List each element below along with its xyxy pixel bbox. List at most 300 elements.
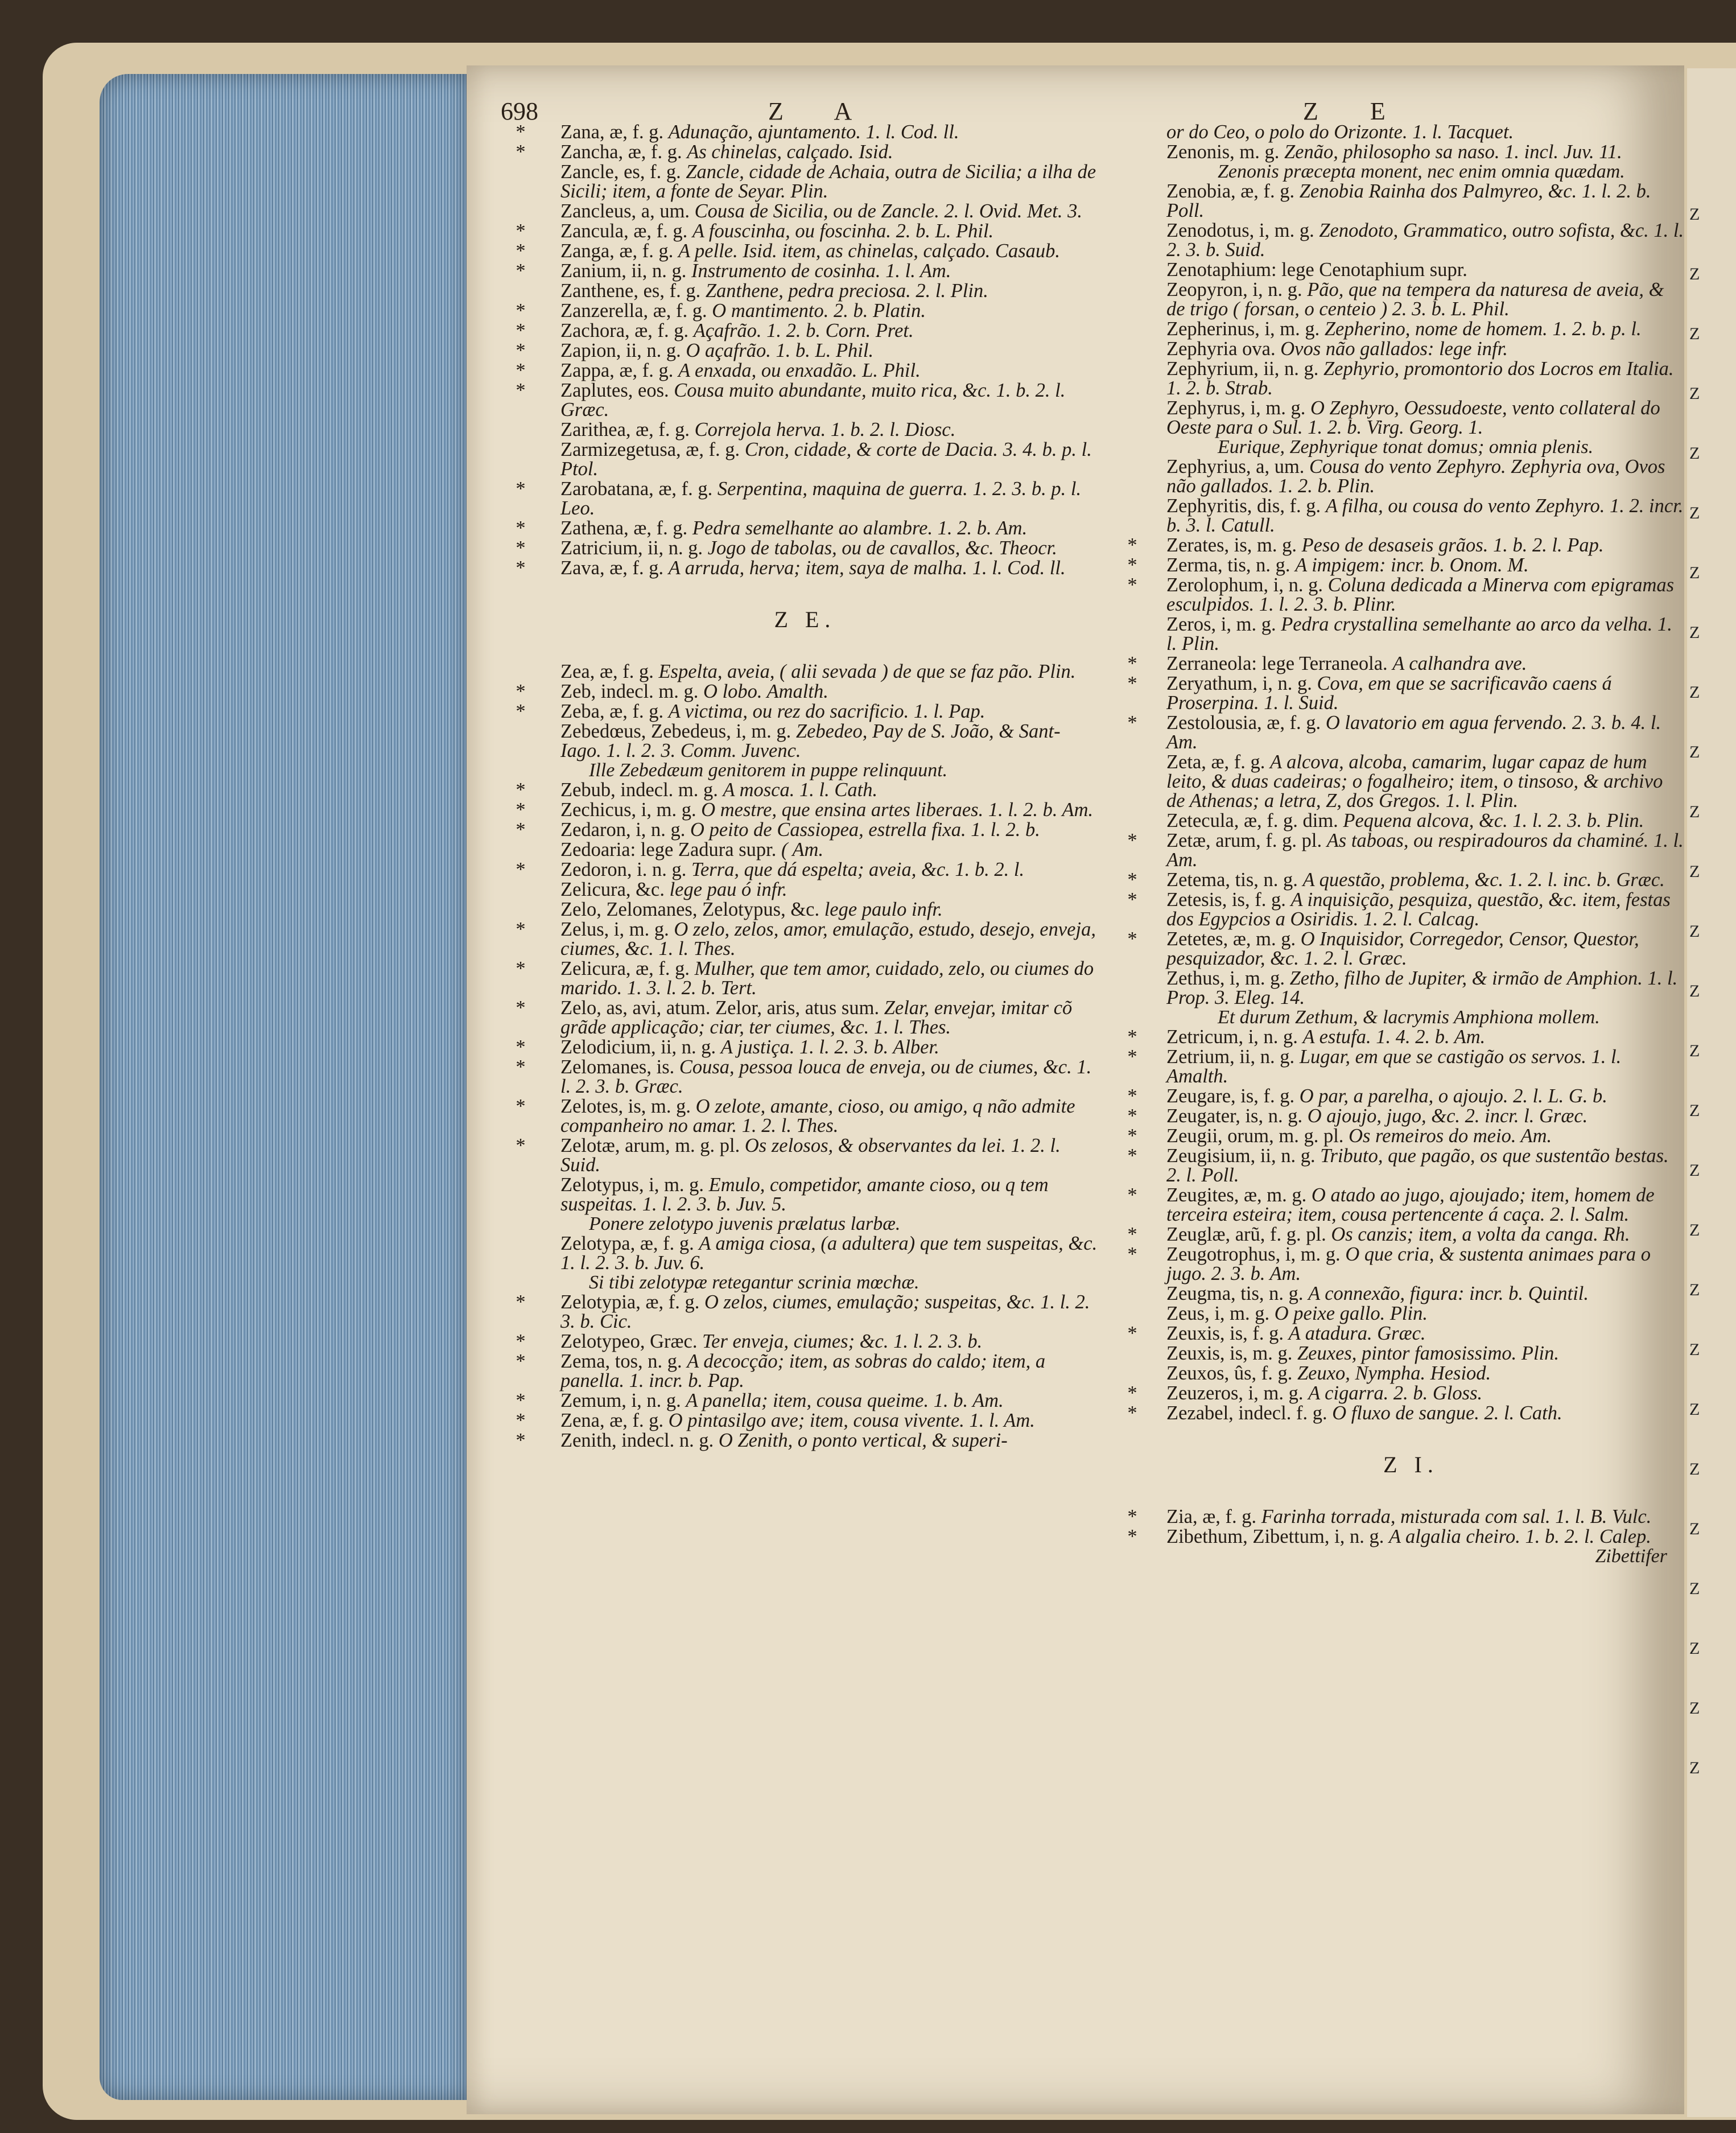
entry-translation: Zenão, philosopho sa naso. 1. incl. Juv. 11. — [1284, 141, 1622, 163]
dictionary-entry — [1127, 574, 1684, 615]
entry-translation: O zelos, ciumes, emulação; suspeitas, &c. 1. l. 2. 3. b. Cic. — [560, 1291, 1090, 1332]
entry-translation: Mulher, que tem amor, cuidado, zelo, ou ciumes do marido. 1. 3. l. 2. b. Tert. — [560, 958, 1094, 999]
dictionary-entry — [1138, 122, 1684, 142]
entry-marker: * — [516, 141, 526, 163]
dictionary-entry — [1138, 1364, 1684, 1383]
entry-translation: Zepherino, nome de homem. 1. 2. b. p. l. — [1324, 318, 1642, 340]
entry-marker: * — [516, 1430, 526, 1451]
dictionary-entry — [509, 440, 1101, 479]
entry-headword: Zava, æ, f. g. — [560, 557, 664, 579]
entry-headword: Zenotaphium: lege Cenotaphium supr. — [1166, 259, 1467, 281]
entry-translation: Emulo, competidor, amante cioso, ou q tem suspeitas. 1. l. 2. 3. b. Juv. 5. — [560, 1174, 1049, 1215]
dictionary-entry — [509, 162, 1101, 201]
entry-marker: * — [516, 779, 526, 801]
entry-translation: A victima, ou rez do sacrificio. 1. l. Pap. — [668, 701, 985, 722]
dictionary-entry — [509, 281, 1101, 300]
entry-headword: Zelicura, &c. — [560, 879, 665, 900]
entry-headword: Zerolophum, i, n. g. — [1166, 574, 1323, 596]
next-page-letter: Z — [1689, 1400, 1700, 1419]
dictionary-entry — [509, 1037, 1101, 1057]
dictionary-entry — [1127, 1085, 1684, 1107]
dictionary-entry — [509, 1292, 1101, 1331]
dictionary-entry — [509, 1234, 1101, 1273]
entry-headword: Zancula, æ, f. g. — [560, 220, 688, 242]
next-page-letter: Z — [1689, 504, 1700, 522]
entry-headword: Zana, æ, f. g. — [560, 121, 664, 143]
entry-headword: Zancle, es, f. g. — [560, 161, 681, 183]
entry-translation: Coluna dedicada a Minerva com epigramas esculpidos. 1. l. 2. 3. b. Plinr. — [1166, 574, 1675, 615]
dictionary-entry — [1127, 928, 1684, 969]
entry-translation: Zancle, cidade de Achaia, outra de Sicilia; a ilha de Sicili; item, a fonte de Seyar. Plin. — [560, 161, 1096, 202]
next-page-letter: Z — [1689, 1639, 1700, 1658]
entry-headword: Zeba, æ, f. g. — [560, 701, 664, 722]
entry-headword: Zanzerella, æ, f. g. — [560, 300, 707, 322]
dictionary-entry — [509, 998, 1101, 1037]
dictionary-entry — [1138, 752, 1684, 810]
entry-translation: Jogo de tabolas, ou de cavallos, &c. Theocr. — [707, 537, 1057, 559]
entry-translation: O par, a parelha, o ajoujo. 2. l. L. G. b. — [1299, 1085, 1607, 1107]
entry-headword: Zethus, i, m. g. — [1166, 967, 1285, 989]
dictionary-entry — [509, 1431, 1101, 1450]
entry-translation: A questão, problema, &c. 1. 2. l. inc. b. Græc. — [1302, 869, 1665, 891]
entry-headword: Zemum, i, n. g. — [560, 1390, 681, 1411]
entry-translation: Cova, em que se sacrificavão caens á Proserpina. 1. l. Suid. — [1166, 673, 1612, 714]
entry-headword: Zetetes, æ, m. g. — [1166, 928, 1296, 950]
entry-translation: A atadura. Græc. — [1288, 1323, 1426, 1344]
dictionary-entry — [509, 900, 1101, 919]
entry-translation: O atado ao jugo, ajoujado; item, homem de terceira esteira; item, cousa pertencente á caça. 2. l. Salm. — [1166, 1184, 1655, 1225]
entry-headword: Zeb, indecl. m. g. — [560, 681, 699, 702]
entry-translation: Ter enveja, ciumes; &c. 1. l. 2. 3. b. — [702, 1331, 983, 1352]
entry-headword: Zelo, as, avi, atum. Zelor, aris, atus sum. — [560, 997, 880, 1019]
dictionary-entry — [1127, 1323, 1684, 1344]
entry-translation: O lobo. Amalth. — [703, 681, 828, 702]
entry-marker: * — [516, 537, 526, 559]
dictionary-entry — [1138, 811, 1684, 830]
entry-headword: Zestolousia, æ, f. g. — [1166, 712, 1321, 734]
entry-headword: Zarobatana, æ, f. g. — [560, 478, 713, 500]
catchword: Zibettifer — [1595, 1546, 1667, 1567]
entry-headword: Zelotes, is, m. g. — [560, 1096, 691, 1117]
next-page-letter: Z — [1689, 563, 1700, 582]
entry-translation: Zelar, envejar, imitar cõ grãde applicação; ciar, ter ciumes, &c. 1. l. Thes. — [560, 997, 1073, 1038]
entry-translation: Cousa de Sicilia, ou de Zancle. 2. l. Ovid. Met. 3. — [694, 200, 1082, 222]
dictionary-entry — [1127, 1506, 1684, 1527]
entry-translation: O zelo, zelos, amor, emulação, estudo, desejo, enveja, ciumes, &c. 1. l. Thes. — [560, 919, 1096, 960]
entry-marker: * — [516, 240, 526, 262]
entry-translation: O mantimento. 2. b. Platin. — [712, 300, 926, 322]
next-page-letter: Z — [1689, 922, 1700, 941]
entry-translation: Pedra semelhante ao alambre. 1. 2. b. Am. — [692, 517, 1028, 539]
entry-headword: Zeuglæ, arũ, f. g. pl. — [1166, 1224, 1326, 1245]
dictionary-entry — [1127, 1105, 1684, 1127]
entry-headword: Zathena, æ, f. g. — [560, 517, 688, 539]
entry-translation: lege paulo infr. — [824, 899, 943, 920]
dictionary-entry — [1127, 1125, 1684, 1147]
dictionary-entry — [1127, 712, 1684, 753]
entry-headword: Zerates, is, m. g. — [1166, 534, 1297, 556]
entry-marker: * — [516, 121, 526, 143]
next-page-letter: Z — [1689, 265, 1700, 283]
entry-headword: Zeopyron, i, n. g. — [1166, 279, 1302, 300]
entry-headword: Zeuzeros, i, m. g. — [1166, 1382, 1304, 1404]
entry-headword: Zezabel, indecl. f. g. — [1166, 1402, 1327, 1424]
dictionary-page — [467, 65, 1684, 2114]
section-heading: Z E. — [774, 607, 836, 632]
dictionary-entry — [1138, 182, 1684, 220]
dictionary-entry — [1127, 1145, 1684, 1186]
entry-headword: Zelotæ, arum, m. g. pl. — [560, 1135, 740, 1156]
running-head-left: Z A — [768, 97, 875, 125]
entry-headword: Zatricium, ii, n. g. — [560, 537, 703, 559]
left-column-entries — [509, 122, 1101, 1451]
entry-headword: Zancha, æ, f. g. — [560, 141, 682, 163]
entry-headword: Zepherinus, i, m. g. — [1166, 318, 1320, 340]
entry-translation: Terra, que dá espelta; aveia, &c. 1. b. 2. l. — [691, 859, 1025, 880]
dictionary-entry — [509, 1175, 1101, 1214]
entry-headword: Zeugisium, ii, n. g. — [1166, 1145, 1316, 1167]
next-page-letter: Z — [1689, 205, 1700, 224]
next-page-letter: Z — [1689, 623, 1700, 642]
dictionary-entry — [509, 800, 1101, 820]
dictionary-entry — [509, 361, 1101, 380]
next-page-letter: Z — [1689, 1579, 1700, 1598]
entry-headword: Zelo, Zelomanes, Zelotypus, &c. — [560, 899, 820, 920]
entry-headword: Zanga, æ, f. g. — [560, 240, 674, 262]
entry-translation: O lavatorio em agua fervendo. 2. 3. b. 4. l. Am. — [1166, 712, 1661, 753]
entry-headword: Zeugii, orum, m. g. pl. — [1166, 1125, 1344, 1147]
dictionary-entry — [509, 840, 1101, 859]
next-page-letter: Z — [1689, 1520, 1700, 1538]
entry-headword: Zephyrius, a, um. — [1166, 456, 1305, 477]
entry-headword: Zaplutes, eos. — [560, 380, 669, 401]
entry-translation: A decocção; item, as sobras do caldo; item, a panella. 1. incr. b. Pap. — [560, 1350, 1046, 1391]
dictionary-entry — [509, 341, 1101, 360]
entry-translation: O fluxo de sangue. 2. l. Cath. — [1332, 1402, 1562, 1424]
entry-headword: Zappa, æ, f. g. — [560, 360, 674, 381]
entry-marker: * — [516, 919, 526, 940]
dictionary-entry — [1127, 830, 1684, 871]
entry-translation: Ovos não gallados: lege infr. — [1280, 338, 1508, 360]
entry-headword: Zeuxos, ûs, f. g. — [1166, 1362, 1293, 1384]
entry-marker: * — [1127, 1105, 1137, 1127]
entry-marker: * — [516, 300, 526, 322]
entry-marker: * — [1127, 673, 1137, 694]
entry-translation: Instrumento de cosinha. 1. l. Am. — [691, 260, 951, 282]
dictionary-entry — [509, 479, 1101, 518]
entry-translation: A calhandra ave. — [1392, 653, 1527, 674]
dictionary-entry — [509, 122, 1101, 142]
entry-translation: Os zelosos, & observantes da lei. 1. 2. l. Suid. — [560, 1135, 1061, 1176]
dictionary-entry — [1138, 615, 1684, 653]
entry-headword: Zerma, tis, n. g. — [1166, 554, 1290, 576]
entry-headword: Zena, æ, f. g. — [560, 1410, 664, 1431]
entry-translation: Espelta, aveia, ( alii sevada ) de que se faz pão. Plin. — [658, 661, 1076, 682]
dictionary-entry — [509, 518, 1101, 538]
entry-headword: Zephyrium, ii, n. g. — [1166, 358, 1319, 380]
entry-headword: Zanium, ii, n. g. — [560, 260, 687, 282]
entry-headword: Zeugotrophus, i, m. g. — [1166, 1243, 1341, 1265]
entry-marker: * — [1127, 1243, 1137, 1265]
entry-headword: Zedaron, i, n. g. — [560, 819, 686, 841]
next-page-letter: Z — [1689, 1460, 1700, 1479]
entry-translation: A fouscinha, ou foscinha. 2. b. L. Phil. — [692, 220, 994, 242]
entry-translation: O mestre, que ensina artes liberaes. 1. l. 2. b. Am. — [701, 799, 1094, 821]
entry-marker: * — [516, 1291, 526, 1313]
entry-translation: A connexão, figura: incr. b. Quintil. — [1308, 1283, 1589, 1304]
entry-marker: * — [516, 557, 526, 579]
entry-marker: * — [1127, 1046, 1137, 1068]
entry-headword: Zetæ, arum, f. g. pl. — [1166, 830, 1322, 851]
entry-translation: As taboas, ou respiradouros da chaminé. 1. l. Am. — [1166, 830, 1684, 871]
entry-marker: * — [516, 819, 526, 841]
dictionary-entry — [509, 722, 1101, 760]
dictionary-entry — [509, 780, 1101, 800]
entry-translation: A panella; item, cousa queime. 1. b. Am. — [686, 1390, 1004, 1411]
entry-translation: Zenobia Rainha dos Palmyreo, &c. 1. l. 2. b. Poll. — [1166, 180, 1651, 221]
entry-marker: * — [516, 1390, 526, 1411]
entry-marker: * — [1127, 574, 1137, 596]
entry-translation: Serpentina, maquina de guerra. 1. 2. 3. b. p. l. Leo. — [560, 478, 1082, 519]
dictionary-entry — [509, 221, 1101, 241]
entry-headword: Zeuxis, is, m. g. — [1166, 1343, 1293, 1364]
next-page-letter: Z — [1689, 324, 1700, 343]
entry-headword: Zema, tos, n. g. — [560, 1350, 682, 1372]
entry-translation: A justiça. 1. l. 2. 3. b. Alber. — [720, 1036, 939, 1058]
entry-marker: * — [1127, 1382, 1137, 1404]
entry-headword: Zea, æ, f. g. — [560, 661, 654, 682]
entry-translation: O Zenith, o ponto vertical, & superi- — [718, 1430, 1008, 1451]
section-heading: Z I. — [1383, 1452, 1439, 1477]
next-page-letter: Z — [1689, 1340, 1700, 1359]
verse-quotation: Ille Zebedæum genitorem in puppe relinquunt. — [589, 760, 948, 781]
entry-marker: * — [516, 220, 526, 242]
entry-marker: * — [516, 1331, 526, 1352]
dictionary-entry — [1127, 673, 1684, 714]
page-fore-edge — [100, 74, 469, 2100]
right-column-entries — [1127, 121, 1684, 1567]
dictionary-entry — [509, 321, 1101, 340]
entry-headword: Zerraneola: lege Terraneola. — [1166, 653, 1388, 674]
entry-translation: Zenodoto, Grammatico, outro sofista, &c. 1. l. 2. 3. b. Suid. — [1166, 220, 1684, 261]
entry-marker: * — [516, 1135, 526, 1156]
entry-translation: O pintasilgo ave; item, cousa vivente. 1. l. Am. — [668, 1410, 1035, 1431]
dictionary-entry — [1127, 869, 1684, 891]
entry-marker: * — [516, 320, 526, 341]
dictionary-entry — [1138, 969, 1684, 1007]
verse-quotation: Zenonis præcepta monent, nec enim omnia quædam. — [1218, 161, 1625, 182]
entry-headword: Zelicura, æ, f. g. — [560, 958, 690, 979]
page-number: 698 — [501, 97, 538, 125]
entry-headword: Zenith, indecl. n. g. — [560, 1430, 714, 1451]
dictionary-entry — [1138, 142, 1684, 162]
entry-marker: * — [1127, 1224, 1137, 1245]
entry-marker: * — [516, 701, 526, 722]
entry-translation: Correjola herva. 1. b. 2. l. Diosc. — [694, 419, 956, 440]
entry-headword: Zeros, i, m. g. — [1166, 613, 1276, 635]
dictionary-entry — [509, 1136, 1101, 1175]
next-page-edge — [1687, 68, 1736, 2117]
dictionary-entry — [509, 538, 1101, 558]
dictionary-entry — [1138, 398, 1684, 437]
entry-headword: Zetrium, ii, n. g. — [1166, 1046, 1295, 1068]
dictionary-entry — [1127, 554, 1684, 576]
entry-headword: Zebedœus, Zebedeus, i, m. g. — [560, 720, 791, 742]
next-page-letter: Z — [1689, 1161, 1700, 1180]
entry-marker: * — [516, 681, 526, 702]
entry-translation: O ajoujo, jugo, &c. 2. incr. l. Græc. — [1307, 1105, 1588, 1127]
entry-marker: * — [1127, 1145, 1137, 1167]
entry-translation: Farinha torrada, misturada com sal. 1. l. B. Vulc. — [1261, 1506, 1652, 1527]
entry-headword: Zedoaria: lege Zadura supr. — [560, 839, 777, 860]
entry-translation: A pelle. Isid. item, as chinelas, calçado. Casaub. — [678, 240, 1061, 262]
entry-translation: Cron, cidade, & corte de Dacia. 3. 4. b. p. l. Ptol. — [560, 439, 1092, 480]
dictionary-entry — [509, 1097, 1101, 1135]
entry-translation: or do Ceo, o polo do Orizonte. 1. l. Tacquet. — [1166, 121, 1514, 143]
dictionary-entry — [509, 381, 1101, 419]
dictionary-entry — [509, 142, 1101, 162]
entry-headword: Zeugma, tis, n. g. — [1166, 1283, 1304, 1304]
entry-marker: * — [516, 997, 526, 1019]
entry-translation: Peso de desaseis grãos. 1. b. 2. l. Pap. — [1301, 534, 1604, 556]
dictionary-entry — [509, 420, 1101, 439]
entry-translation: O peito de Cassiopea, estrella fixa. 1. l. 2. b. — [690, 819, 1040, 841]
entry-headword: Zarmizegetusa, æ, f. g. — [560, 439, 740, 460]
entry-translation: Açafrão. 1. 2. b. Corn. Pret. — [693, 320, 914, 341]
entry-marker: * — [516, 260, 526, 282]
entry-translation: Pedra crystallina semelhante ao arco da velha. 1. l. Plin. — [1166, 613, 1672, 654]
running-head-right: Z E — [1303, 97, 1408, 125]
entry-marker: * — [1127, 1526, 1137, 1547]
entry-headword: Zelotypeo, Græc. — [560, 1331, 698, 1352]
verse-quotation: Et durum Zethum, & lacrymis Amphiona mollem. — [1218, 1007, 1600, 1028]
entry-headword: Zephyria ova. — [1166, 338, 1276, 360]
entry-translation: Zebedeo, Pay de S. João, & Sant-Iago. 1. l. 2. 3. Comm. Juvenc. — [560, 720, 1061, 761]
entry-marker: * — [1127, 1184, 1137, 1206]
next-page-letter: Z — [1689, 1759, 1700, 1777]
dictionary-entry — [1138, 1304, 1684, 1323]
dictionary-entry — [509, 1391, 1101, 1410]
entry-translation: Tributo, que pagão, os que sustentão bestas. 2. l. Poll. — [1166, 1145, 1669, 1186]
entry-translation: A cigarra. 2. b. Gloss. — [1308, 1382, 1483, 1404]
next-page-letter: Z — [1689, 1041, 1700, 1060]
entry-headword: Zia, æ, f. g. — [1166, 1506, 1257, 1527]
dictionary-entry — [1127, 1046, 1684, 1087]
next-page-letter: Z — [1689, 862, 1700, 881]
next-page-letter: Z — [1689, 1699, 1700, 1718]
entry-headword: Zeugater, is, n. g. — [1166, 1105, 1303, 1127]
entry-headword: Zetesis, is, f. g. — [1166, 889, 1286, 911]
dictionary-entry — [509, 201, 1101, 221]
entry-translation: Os remeiros do meio. Am. — [1349, 1125, 1552, 1147]
entry-marker: * — [1127, 1402, 1137, 1424]
dictionary-entry — [509, 1411, 1101, 1430]
entry-marker: * — [1127, 554, 1137, 576]
entry-translation: A algalia cheiro. 1. b. 2. l. Calep. — [1388, 1526, 1651, 1547]
entry-marker: * — [1127, 830, 1137, 851]
dictionary-entry — [1127, 1224, 1684, 1245]
entry-translation: Os canzis; item, a volta da canga. Rh. — [1331, 1224, 1630, 1245]
entry-headword: Zapion, ii, n. g. — [560, 340, 681, 361]
entry-translation: A filha, ou cousa do vento Zephyro. 1. 2. incr. b. 3. l. Catull. — [1166, 495, 1684, 536]
next-page-letter: Z — [1689, 1101, 1700, 1120]
dictionary-entry — [509, 558, 1101, 578]
entry-translation: lege pau ó infr. — [669, 879, 787, 900]
entry-translation: Zeuxo, Nympha. Hesiod. — [1297, 1362, 1491, 1384]
entry-marker: * — [1127, 534, 1137, 556]
entry-marker: * — [516, 340, 526, 361]
entry-translation: A mosca. 1. l. Cath. — [723, 779, 878, 801]
entry-marker: * — [1127, 869, 1137, 891]
dictionary-entry — [509, 860, 1101, 879]
entry-marker: * — [516, 1350, 526, 1372]
entry-headword: Zephyrus, i, m. g. — [1166, 397, 1306, 419]
entry-marker: * — [1127, 1506, 1137, 1527]
next-page-letter: Z — [1689, 1221, 1700, 1240]
dictionary-entry — [509, 261, 1101, 281]
dictionary-entry — [1127, 1526, 1684, 1547]
entry-marker: * — [1127, 889, 1137, 911]
entry-headword: Zeugites, æ, m. g. — [1166, 1184, 1307, 1206]
entry-translation: O açafrão. 1. b. L. Phil. — [686, 340, 874, 361]
entry-headword: Zeus, i, m. g. — [1166, 1303, 1270, 1324]
entry-marker: * — [516, 1410, 526, 1431]
dictionary-entry — [1138, 280, 1684, 319]
dictionary-entry — [509, 880, 1101, 899]
entry-translation: A estufa. 1. 4. 2. b. Am. — [1302, 1026, 1486, 1048]
verse-quotation: Ponere zelotypo juvenis prælatus larbæ. — [589, 1213, 901, 1234]
next-page-letter: Z — [1689, 982, 1700, 1000]
dictionary-entry — [1138, 339, 1684, 359]
dictionary-entry — [1138, 319, 1684, 339]
entry-translation: A impigem: incr. b. Onom. M. — [1295, 554, 1529, 576]
entry-headword: Zachora, æ, f. g. — [560, 320, 689, 341]
entry-translation: Zephyrio, promontorio dos Locros em Italia. 1. 2. b. Strab. — [1166, 358, 1674, 399]
dictionary-entry — [1138, 359, 1684, 398]
dictionary-entry — [1127, 1382, 1684, 1404]
entry-headword: Zenobia, æ, f. g. — [1166, 180, 1295, 202]
dictionary-entry — [1127, 653, 1684, 674]
next-page-letter: Z — [1689, 683, 1700, 702]
entry-translation: A enxada, ou enxadão. L. Phil. — [678, 360, 921, 381]
entry-marker: * — [516, 1096, 526, 1117]
entry-marker: * — [1127, 1085, 1137, 1107]
entry-marker: * — [1127, 1323, 1137, 1344]
entry-headword: Zelotypa, æ, f. g. — [560, 1233, 694, 1254]
entry-translation: Zetho, filho de Jupiter, & irmão de Amphion. 1. l. Prop. 3. Eleg. 14. — [1166, 967, 1678, 1008]
entry-headword: Zelotypus, i, m. g. — [560, 1174, 704, 1196]
dictionary-entry — [1138, 221, 1684, 260]
entry-translation: A amiga ciosa, (a adultera) que tem suspeitas, &c. 1. l. 2. 3. b. Juv. 6. — [560, 1233, 1098, 1274]
entry-headword: Zancleus, a, um. — [560, 200, 690, 222]
entry-marker: * — [516, 1036, 526, 1058]
entry-headword: Zelomanes, is. — [560, 1056, 675, 1078]
next-page-letter: Z — [1689, 1280, 1700, 1299]
dictionary-entry — [1127, 1402, 1684, 1424]
entry-translation: Cousa muito abundante, muito rica, &c. 1. b. 2. l. Græc. — [560, 380, 1066, 421]
dictionary-entry — [1127, 1184, 1684, 1225]
entry-translation: O zelote, amante, cioso, ou amigo, q não admite companheiro no amar. 1. 2. l. Thes. — [560, 1096, 1075, 1136]
entry-headword: Zelus, i, m. g. — [560, 919, 669, 940]
entry-translation: O Inquisidor, Corregedor, Censor, Questor, pesquizador, &c. 1. 2. l. Græc. — [1166, 928, 1639, 969]
entry-headword: Zebub, indecl. m. g. — [560, 779, 718, 801]
entry-translation: A alcova, alcoba, camarim, lugar capaz de hum leito, & duas cadeiras; o fogalheiro; item, o tinsoso, & archivo de Athenas; a letra, Z, dos Gregos. 1. l. Plin. — [1166, 751, 1663, 812]
dictionary-entry — [1138, 1284, 1684, 1303]
entry-marker: * — [516, 517, 526, 539]
entry-headword: Zeryathum, i, n. g. — [1166, 673, 1312, 694]
entry-headword: Zenodotus, i, m. g. — [1166, 220, 1314, 241]
entry-headword: Zetecula, æ, f. g. dim. — [1166, 810, 1338, 831]
